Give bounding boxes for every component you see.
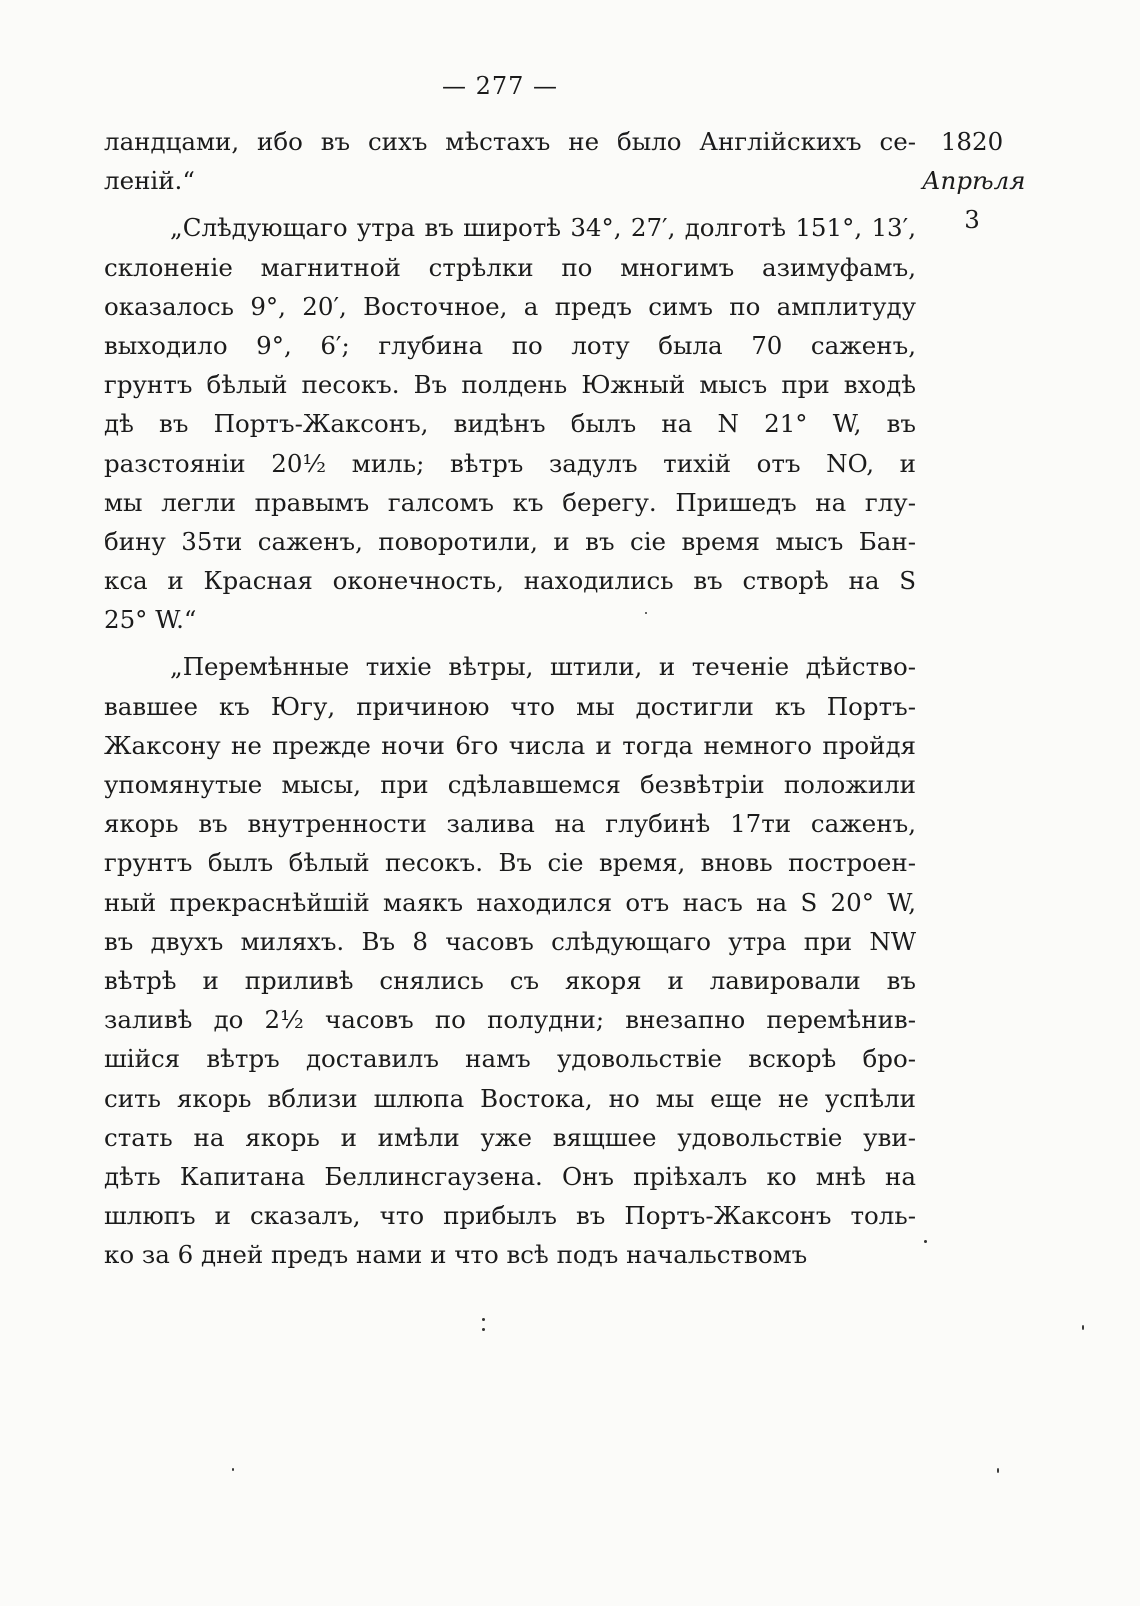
text-line: 25° W.“ (104, 605, 197, 635)
text-line: шійся вѣтръ доставилъ намъ удовольствіе вскорѣ бро- (104, 1044, 916, 1074)
text-line: ный прекраснѣйшій маякъ находился отъ насъ на S 20° W, (104, 887, 916, 917)
text-line: якорь въ внутренности залива на глубинѣ 17ти саженъ, (104, 809, 916, 839)
text-line: дѣ въ Портъ-Жаксонъ, видѣнъ былъ на N 21° W, въ (104, 409, 916, 439)
margin-note-year: 1820 (940, 127, 1004, 156)
scan-speck (924, 1240, 927, 1243)
text-line: „Перемѣнные тихіе вѣтры, штили, и теченіе дѣйство- (170, 652, 916, 682)
text-line: упомянутые мысы, при сдѣлавшемся безвѣтріи положили (104, 770, 916, 799)
text-line: грунтъ бѣлый песокъ. Въ полдень Южный мысъ при входѣ (104, 370, 916, 400)
paragraph-gap (104, 639, 916, 647)
margin-note (922, 122, 1026, 240)
text-line: сить якорь вблизи шлюпа Востока, но мы еще не успѣли (104, 1083, 916, 1113)
margin-note-month: Апрѣля (922, 166, 1026, 196)
text-line: выходило 9°, 6′; глубина по лоту была 70 саженъ, (104, 330, 916, 360)
text-line: склоненіе магнитной стрѣлки по многимъ азимуфамъ, (104, 252, 916, 282)
text-line: шлюпъ и сказалъ, что прибылъ въ Портъ-Жаксонъ толь- (104, 1201, 916, 1231)
scan-speck (997, 1468, 999, 1473)
scan-speck (482, 1328, 485, 1331)
text-line: мы легли правымъ галсомъ къ берегу. Пришедъ на глу- (104, 487, 916, 517)
text-line: дѣть Капитана Беллинсгаузена. Онъ пріѣхалъ ко мнѣ на (104, 1161, 916, 1191)
text-line: кса и Красная оконечность, находились въ створѣ на S (104, 566, 916, 596)
scan-speck (1082, 1325, 1084, 1330)
body-text (104, 122, 916, 1274)
text-line: вавшее къ Югу, причиною что мы достигли къ Портъ- (104, 691, 916, 721)
paragraph-gap (104, 200, 916, 208)
text-line: заливѣ до 2½ часовъ по полудни; внезапно перемѣнив- (104, 1005, 916, 1035)
text-line: леній.“ (104, 166, 195, 196)
scan-speck (482, 1318, 485, 1321)
text-line: ко за 6 дней предъ нами и что всѣ подъ начальствомъ (104, 1240, 808, 1270)
page-number: — 277 — (441, 72, 559, 100)
paragraph (104, 639, 916, 1274)
text-line: Жаксону не прежде ночи 6го числа и тогда немного пройдя (104, 730, 916, 760)
text-line: грунтъ былъ бѣлый песокъ. Въ сіе время, вновь построен- (104, 848, 916, 878)
text-line: вѣтрѣ и приливѣ снялись съ якоря и лавировали въ (104, 965, 916, 995)
scan-speck (232, 1468, 234, 1471)
text-line: ландцами, ибо въ сихъ мѣстахъ не было Англійскихъ се- (104, 127, 916, 156)
text-line: стать на якорь и имѣли уже вящшее удовольствіе уви- (104, 1122, 916, 1152)
text-line: бину 35ти саженъ, поворотили, и въ сіе время мысъ Бан- (104, 526, 916, 556)
scan-speck (645, 612, 647, 614)
margin-note-day: 3 (964, 205, 980, 235)
text-line: „Слѣдующаго утра въ широтѣ 34°, 27′, долготѣ 151°, 13′, (170, 213, 916, 243)
text-line: въ двухъ миляхъ. Въ 8 часовъ слѣдующаго утра при NW (104, 926, 916, 956)
paragraph (104, 122, 916, 200)
paragraph (104, 200, 916, 639)
text-line: разстояніи 20½ миль; вѣтръ задулъ тихій отъ NO, и (104, 448, 916, 478)
text-line: оказалось 9°, 20′, Восточное, а предъ симъ по амплитуду (104, 291, 916, 321)
